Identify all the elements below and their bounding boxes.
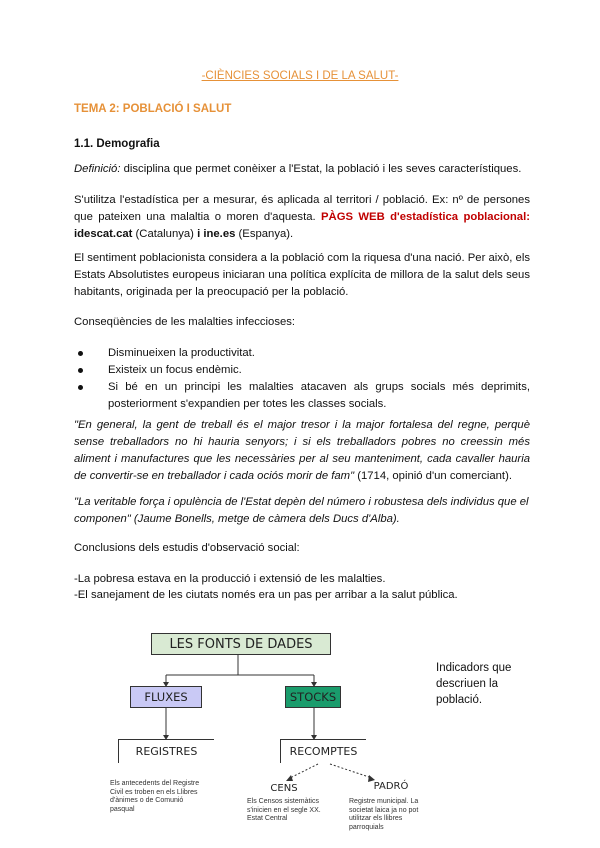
definition-text: disciplina que permet conèixer a l'Estat, la població i les seves característiques. bbox=[120, 163, 522, 175]
topic-heading: TEMA 2: POBLACIÓ I SALUT bbox=[74, 103, 232, 115]
quote-bonells-source: (Jaume Bonells, metge de càmera dels Ducs d'Alba). bbox=[130, 513, 400, 525]
course-title: -CIÈNCIES SOCIALS I DE LA SALUT- bbox=[201, 70, 399, 82]
cens-label: CENS bbox=[270, 782, 298, 794]
registres-box: REGISTRES bbox=[118, 739, 214, 763]
statistics-highlight: PÀGS WEB d'estadística poblacional: bbox=[321, 211, 530, 223]
conclusion-item: -El sanejament de les ciutats només era un pas per arribar a la salut pública. bbox=[74, 589, 458, 601]
consequences-title: Conseqüències de les malalties infeccioses: bbox=[74, 316, 296, 328]
conclusion-item: -La pobresa estava en la producció i extensió de les malalties. bbox=[74, 573, 386, 585]
list-item: Existeix un focus endèmic. bbox=[74, 362, 530, 379]
recomptes-box: RECOMPTES bbox=[280, 739, 366, 763]
quote-merchant-source: (1714, opinió d'un comerciant). bbox=[354, 470, 512, 482]
idescat-link[interactable]: idescat.cat bbox=[74, 228, 133, 240]
stocks-box: STOCKS bbox=[285, 686, 341, 708]
indicators-note: Indicadors que descriuen la població. bbox=[436, 662, 512, 706]
quote-merchant-text: "En general, la gent de treball és el major tresor i la major fortalesa del regne, perquè sense treballadors no hi hauria senyors; i si els treballadors pobres no creessin més aliment i manufactures que les necessàries per al seu manteniment, cada cavaller hauria de convertir-se en treballador i cada ociós morir de fam" bbox=[74, 419, 530, 482]
fluxes-box: FLUXES bbox=[130, 686, 202, 708]
definition-label: Definició: bbox=[74, 163, 121, 175]
list-item: Disminueixen la productivitat. bbox=[74, 345, 530, 362]
padro-note: Registre municipal. La societat laica ja no pot utilitzar els llibres parroquials bbox=[349, 798, 419, 831]
section-heading: 1.1. Demografia bbox=[74, 138, 160, 150]
statistics-text: S'utilitza l'estadística per a mesurar, és aplicada al territori / població. Ex: nº de persones que pateixen una malaltia o moren d'aquesta. bbox=[74, 194, 530, 223]
conclusions-title: Conclusions dels estudis d'observació social: bbox=[74, 542, 300, 554]
cens-note: Els Censos sistemàtics s'inicien en el segle XX. Estat Central bbox=[247, 798, 321, 822]
data-sources-box: LES FONTS DE DADES bbox=[151, 633, 331, 655]
padro-label: PADRÓ bbox=[373, 780, 409, 792]
ine-note: (Espanya). bbox=[235, 228, 294, 240]
registres-note: Els antecedents del Registre Civil es troben en els Llibres d'ànimes o de Comunió pasqual bbox=[110, 780, 200, 813]
populationism-paragraph: El sentiment poblacionista considera a la població com la riquesa d'una nació. Per això, els Estats Absolutistes europeus iniciaran una política explícita de millora de la salut dels seus habitants, originada per la preocupació per la població. bbox=[74, 252, 530, 298]
idescat-note: (Catalunya) bbox=[132, 228, 198, 240]
ine-link[interactable]: i ine.es bbox=[197, 228, 236, 240]
quote-bonells-text: "La veritable força i opulència de l'Estat depèn del número i robustesa dels individus que el componen" bbox=[74, 496, 529, 525]
list-item: Si bé en un principi les malalties atacaven als grups socials més deprimits, posteriorment s'expandien per totes les classes socials. bbox=[74, 379, 530, 413]
